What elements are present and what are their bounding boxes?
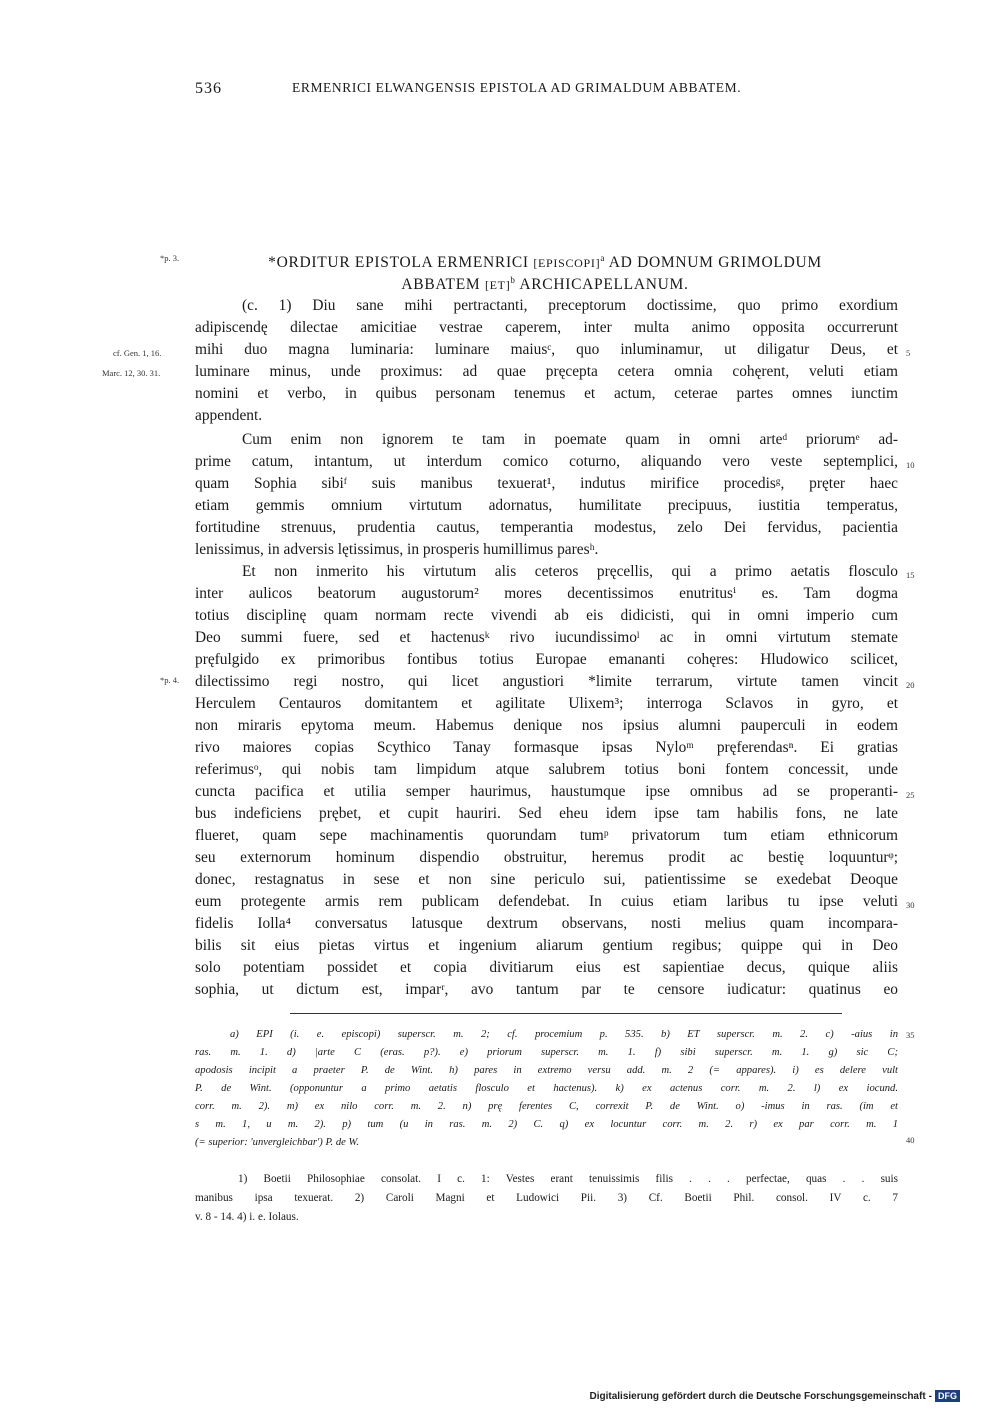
text-line: totius disciplinę quam normam recte vivendi ab eis didicisti, qui in omni imperio cum (195, 607, 898, 624)
margin-ref: *p. 4. (160, 675, 180, 685)
digitization-credit: Digitalisierung gefördert durch die Deutsche Forschungsgemeinschaft - DFG (589, 1390, 960, 1402)
apparatus-line: apodosis incipit a praeter P. de Wint. h) pares in extremo versu add. m. 2 (= appares). i) es delere vult (195, 1065, 898, 1076)
text-line: mihi duo magna luminaria: luminare maiusᶜ, quo inluminamur, ut diligatur Deus, et (195, 341, 898, 358)
note-marker: b (510, 275, 516, 285)
line-number: 10 (906, 460, 915, 470)
margin-ref: *p. 3. (160, 253, 180, 263)
text-line: inter aulicos beatorum augustorum² mores decentissimos enutritusⁱ es. Tam dogma (195, 585, 898, 602)
title-text: *ORDITUR EPISTOLA ERMENRICI (268, 254, 529, 272)
text-line: rivo maiores copias Scythico Tanay formasque ipsas Nyloᵐ pręferendasⁿ. Ei gratias (195, 739, 898, 756)
text-line: Cum enim non ignorem te tam in poemate quam in omni arteᵈ priorumᵉ ad- (242, 431, 898, 448)
text-line: fortitudine strenuus, prudentia cautus, temperantia modestus, zelo Dei fervidus, pacientia (195, 519, 898, 536)
text-line: eum protegente armis rem publicam defendebat. In cuius etiam laribus tu ipse veluti (195, 893, 898, 910)
text-line: bilis sit eius pietas virtus et ingenium aliarum gentium regibus; quippe qui in Deo (195, 937, 898, 954)
margin-ref: cf. Gen. 1, 16. (113, 348, 162, 358)
editorial-bracket: [ET] (484, 278, 511, 293)
line-number: 20 (906, 680, 915, 690)
text-line: Deo summi fuere, sed et hactenusᵏ rivo iucundissimoˡ ac in omni virtutum stemate (195, 629, 898, 646)
text-line: adipiscendę dilectae amicitiae vestrae caperem, inter multa animo opposita occurrerunt (195, 319, 898, 336)
apparatus-line: P. de Wint. (opponuntur a primo aetatis flosculo et hactenus). k) ex actenus corr. m. 2. l) ex iocund. (195, 1083, 898, 1094)
text-line: sophia, ut dictum est, imparʳ, avo tantum par te censore iudicatur: quatinus eo (195, 981, 898, 998)
line-number: 35 (906, 1030, 915, 1040)
text-line: dilectissimo regi nostro, qui licet angustiori *limite terrarum, virtute tamen vincit (195, 673, 898, 690)
margin-ref: Marc. 12, 30. 31. (102, 368, 161, 378)
title-text: ABBATEM (401, 276, 481, 294)
notes-separator (290, 1013, 842, 1014)
apparatus-line: a) EPI (i. e. episcopi) superscr. m. 2; cf. procemium p. 535. b) ET superscr. m. 2. c) -aius in (230, 1029, 898, 1040)
dfg-logo: DFG (935, 1390, 960, 1402)
editorial-bracket: [EPISCOPI] (533, 256, 601, 271)
footnote-line: 1) Boetii Philosophiae consolat. I c. 1: Vestes erant tenuissimis filis . . . perfectae, quas . . suis (238, 1173, 898, 1185)
text-line: flueret, quam sepe machinamentis quorundam tumᵖ privatorum tum etiam ethnicorum (195, 827, 898, 844)
apparatus-line: s m. 1, u m. 2). p) tum (u in ras. m. 2) C. q) ex locuntur corr. m. 2. r) ex par corr. m. 1 (195, 1119, 898, 1130)
text-line: seu externorum hominum dispendio obstruitur, heremus prodit ac bestię loquunturᵠ; (195, 849, 898, 866)
line-number: 5 (906, 348, 911, 358)
credit-text: Digitalisierung gefördert durch die Deutsche Forschungsgemeinschaft (589, 1390, 926, 1402)
text-line: Et non inmerito his virtutum alis ceteros pręcellis, qui a primo aetatis flosculo (242, 563, 898, 580)
text-line: fidelis Iolla⁴ conversatus latusque dextrum observans, nosti melius quam incompara- (195, 915, 898, 932)
apparatus-line: (= superior: 'unvergleichbar') P. de W. (195, 1137, 359, 1148)
apparatus-line: ras. m. 1. d) |arte C (eras. p?). e) priorum superscr. m. 1. f) sibi superscr. m. 1. g) sic C; (195, 1047, 898, 1058)
epistle-title-line-2 (150, 270, 940, 295)
footnote-line: manibus ipsa texuerat. 2) Caroli Magni et Ludowici Pii. 3) Cf. Boetii Phil. consol. IV c. 7 (195, 1192, 898, 1204)
text-line: pręfulgido ex primoribus fontibus totius Europae emananti cohęres: Hludowico scilicet, (195, 651, 898, 668)
page-number: 536 (195, 80, 222, 97)
text-line: referimusᵒ, qui nobis tam limpidum atque salubrem totius boni fontem concessit, unde (195, 761, 898, 778)
apparatus-line: corr. m. 2). m) ex nilo corr. m. 2. n) prę ferentes C, correxit P. de Wint. o) -imus in ras. (im et (195, 1101, 898, 1112)
footnote-line: v. 8 - 14. 4) i. e. Iolaus. (195, 1211, 299, 1223)
line-number: 15 (906, 570, 915, 580)
text-line: luminare minus, unde proximus: ad quae pręcepta cetera omnia cohęrent, veluti etiam (195, 363, 898, 380)
text-line: etiam gemmis omnium virtutum adornatus, humilitate precipuus, iustitia temperatus, (195, 497, 898, 514)
note-marker: a (600, 253, 606, 263)
line-number: 30 (906, 900, 915, 910)
text-line: bus indeficiens prębet, et cupit hauriri. Sed eheu idem ipse tam habilis fons, ne late (195, 805, 898, 822)
text-line: quam Sophia sibiᶠ suis manibus texuerat¹, indutus mirifice procedisᵍ, pręter haec (195, 475, 898, 492)
title-text: AD DOMNUM GRIMOLDUM (608, 254, 822, 272)
text-line: cuncta pacifica et utilia semper haurimus, haustumque ipse omnibus ad se properanti- (195, 783, 898, 800)
title-text: ARCHICAPELLANUM. (519, 276, 689, 294)
text-line: lenissimus, in adversis lętissimus, in prosperis humillimus paresʰ. (195, 541, 599, 558)
line-number: 40 (906, 1135, 915, 1145)
text-line: non miraris epytoma meum. Habemus denique nos ipsius alumni pauperculi in eodem (195, 717, 898, 734)
text-line: donec, restagnatus in sese et non sine periculo sui, patientissime se exedebat Deoque (195, 871, 898, 888)
line-number: 25 (906, 790, 915, 800)
text-line: (c. 1) Diu sane mihi pertractanti, preceptorum doctissime, quo primo exordium (242, 297, 898, 314)
text-line: Herculem Centauros domitantem et agilitate Ulixem³; interroga Sclavos in gyro, et (195, 695, 898, 712)
running-title: ERMENRICI ELWANGENSIS EPISTOLA AD GRIMALDUM ABBATEM. (292, 80, 742, 95)
text-line: prime catum, intantum, ut interdum comico coturno, aliquando vero veste septemplici, (195, 453, 898, 470)
text-line: nomini et verbo, in quibus personam tenemus et actum, ceterae partes omnes iunctim (195, 385, 898, 402)
text-line: appendent. (195, 407, 263, 424)
text-line: solo potentiam possidet et copia divitiarum eius est sapientiae decus, quique aliis (195, 959, 898, 976)
